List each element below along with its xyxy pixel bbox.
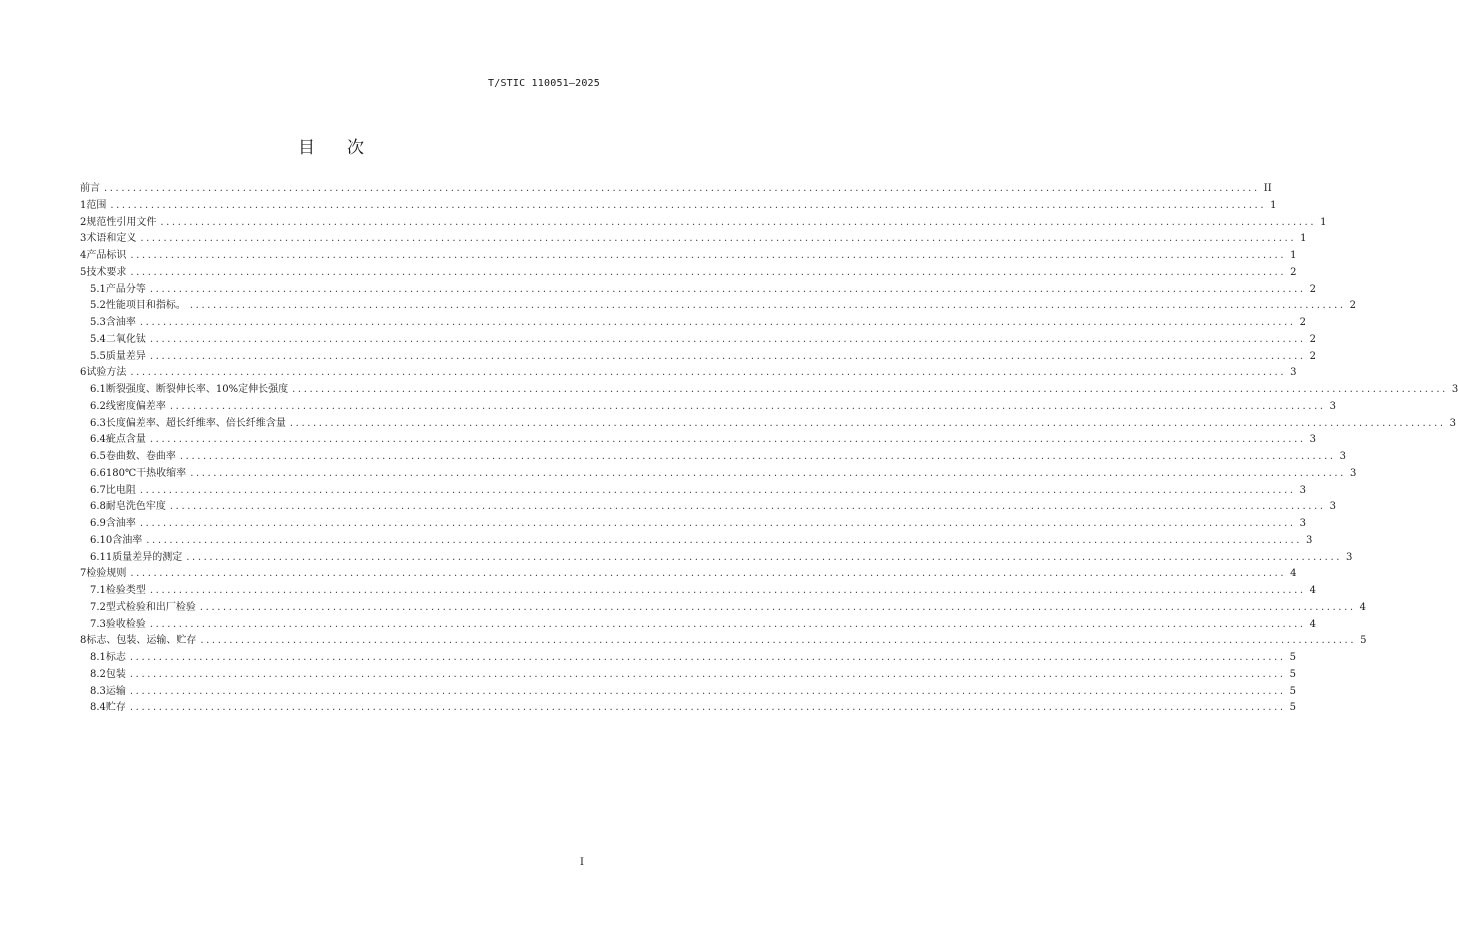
toc-entry-number: 8.1 xyxy=(90,652,106,663)
toc-leader-dots: ........................................................................................................................................................................................................ xyxy=(129,702,1286,714)
toc-entry-page: 5 xyxy=(1289,702,1297,714)
toc-leader-dots: ........................................................................................................................................................................................................ xyxy=(179,451,1336,462)
toc-entry-page: 2 xyxy=(1309,283,1317,295)
toc-entry-page: 1 xyxy=(1300,233,1307,245)
toc-entry-number: 6.8 xyxy=(90,501,106,513)
toc-entry-page: 3 xyxy=(1346,551,1353,563)
document-code: T/STIC 110051—2025 xyxy=(488,78,600,89)
toc-entry-page: 2 xyxy=(1309,350,1317,362)
toc-leader-dots: ........................................................................................................................................................................................................ xyxy=(130,367,1287,379)
toc-entry-number: 6 xyxy=(80,367,87,379)
toc-entry-number: 7.2 xyxy=(90,601,106,613)
toc-entry-number: 5.2 xyxy=(90,300,106,312)
toc-entry-label: 标志 xyxy=(105,652,126,663)
toc-entry-page: 5 xyxy=(1360,635,1367,647)
toc-entry[interactable] xyxy=(90,298,1357,314)
toc-entry[interactable] xyxy=(80,633,1367,649)
toc-entry-label: 产品分等 xyxy=(105,283,146,295)
toc-entry-label: 质量差异的测定 xyxy=(112,551,183,563)
toc-leader-dots: ........................................................................................................................................................................................................ xyxy=(129,668,1286,680)
toc-entry-label: 产品标识 xyxy=(86,250,127,261)
toc-entry-label: 前言 xyxy=(80,183,100,194)
toc-leader-dots: ........................................................................................................................................................................................................ xyxy=(110,199,1267,211)
toc-leader-dots: ........................................................................................................................................................................................................ xyxy=(104,183,1260,194)
toc-entry-label: 术语和定义 xyxy=(86,233,137,245)
toc-entry[interactable] xyxy=(90,382,1458,398)
toc-entry[interactable] xyxy=(90,282,1317,298)
toc-leader-dots: ........................................................................................................................................................................................................ xyxy=(289,417,1446,429)
toc-entry-page: 4 xyxy=(1359,601,1367,613)
toc-entry-page: 2 xyxy=(1349,300,1357,312)
toc-leader-dots: ........................................................................................................................................................................................................ xyxy=(149,585,1306,596)
toc-entry-label: 检验规则 xyxy=(86,568,127,580)
toc-entry-number: 8.4 xyxy=(90,702,106,714)
toc-entry-number: 5.1 xyxy=(90,283,106,295)
toc-entry[interactable] xyxy=(90,416,1457,432)
toc-leader-dots: ........................................................................................................................................................................................................ xyxy=(139,518,1296,529)
toc-entry-label: 疵点含量 xyxy=(105,434,146,446)
toc-entry-page: 1 xyxy=(1270,199,1277,211)
toc-entry[interactable] xyxy=(80,181,1272,197)
toc-leader-dots: ........................................................................................................................................................................................................ xyxy=(186,551,1343,563)
toc-entry-number: 7.3 xyxy=(90,618,106,630)
toc-entry-number: 7.1 xyxy=(90,585,106,596)
toc-entry-label: 标志、包装、运输、贮存 xyxy=(86,635,197,647)
title-right-char: 次 xyxy=(347,138,364,158)
toc-leader-dots: ........................................................................................................................................................................................................ xyxy=(169,400,1326,412)
toc-entry[interactable] xyxy=(90,583,1317,599)
toc-entry[interactable] xyxy=(80,566,1297,582)
toc-entry-label: 检验类型 xyxy=(105,585,146,596)
toc-entry-page: 2 xyxy=(1299,317,1307,328)
toc-entry-page: 2 xyxy=(1290,266,1297,278)
toc-entry-number: 6.10 xyxy=(90,534,113,546)
toc-entry-page: 3 xyxy=(1349,467,1357,479)
toc-entry[interactable] xyxy=(80,198,1277,214)
toc-entry[interactable] xyxy=(90,432,1317,448)
toc-entry-page: 3 xyxy=(1309,434,1317,446)
toc-leader-dots: ........................................................................................................................................................................................................ xyxy=(129,685,1286,697)
toc-entry-number: 6.3 xyxy=(90,417,106,429)
toc-leader-dots: ........................................................................................................................................................................................................ xyxy=(140,233,1297,245)
page-number: I xyxy=(580,857,584,868)
toc-entry-number: 2 xyxy=(80,216,87,228)
toc-entry-page: 5 xyxy=(1289,685,1297,697)
toc-entry-page: 3 xyxy=(1329,501,1337,513)
toc-leader-dots: ........................................................................................................................................................................................................ xyxy=(129,652,1286,663)
toc-leader-dots: ........................................................................................................................................................................................................ xyxy=(139,317,1296,328)
toc-leader-dots: ........................................................................................................................................................................................................ xyxy=(149,434,1306,446)
toc-entry[interactable] xyxy=(90,315,1307,331)
toc-entry-page: 4 xyxy=(1309,618,1317,630)
toc-entry[interactable] xyxy=(90,483,1307,499)
toc-entry-number: 6.2 xyxy=(90,400,106,412)
toc-entry-label: 范围 xyxy=(86,199,107,211)
toc-leader-dots: ........................................................................................................................................................................................................ xyxy=(149,350,1306,362)
toc-entry-number: 6.11 xyxy=(90,551,113,563)
toc-entry-number: 1 xyxy=(80,199,87,211)
toc-leader-dots: ........................................................................................................................................................................................................ xyxy=(200,635,1357,647)
toc-entry-number: 8.2 xyxy=(90,668,106,680)
toc-leader-dots: ........................................................................................................................................................................................................ xyxy=(160,216,1317,228)
toc-entry-page: 3 xyxy=(1449,417,1457,429)
toc-leader-dots: ........................................................................................................................................................................................................ xyxy=(130,568,1287,580)
toc-entry-label: 技术要求 xyxy=(86,266,127,278)
toc-entry[interactable] xyxy=(80,265,1297,281)
toc-leader-dots: ........................................................................................................................................................................................................ xyxy=(169,501,1326,513)
toc-entry[interactable] xyxy=(90,499,1337,515)
toc-leader-dots: ........................................................................................................................................................................................................ xyxy=(149,283,1306,295)
toc-entry-label: 运输 xyxy=(105,685,126,697)
toc-entry[interactable] xyxy=(80,231,1307,247)
toc-entry-page: 3 xyxy=(1339,451,1347,462)
toc-entry[interactable] xyxy=(90,667,1297,683)
toc-entry[interactable] xyxy=(90,600,1367,616)
toc-entry-page: 5 xyxy=(1289,652,1297,663)
toc-entry-number: 5.4 xyxy=(90,333,106,345)
toc-entry-label: 二氧化钛 xyxy=(105,333,146,345)
toc-entry-page: II xyxy=(1263,183,1272,194)
toc-leader-dots: ........................................................................................................................................................................................................ xyxy=(190,467,1346,479)
toc-entry[interactable] xyxy=(90,449,1347,465)
toc-entry-label: 质量差异 xyxy=(105,350,146,362)
toc-entry[interactable] xyxy=(90,332,1317,348)
toc-entry-number: 5 xyxy=(80,266,87,278)
toc-entry-label: 含油率 xyxy=(105,518,136,529)
toc-entry-number: 4 xyxy=(80,250,87,261)
toc-entry-page: 3 xyxy=(1451,384,1458,395)
toc-entry-label: 型式检验和出厂检验 xyxy=(105,601,196,613)
toc-leader-dots: ........................................................................................................................................................................................................ xyxy=(199,601,1356,613)
toc-leader-dots: ........................................................................................................................................................................................................ xyxy=(146,534,1303,546)
toc-entry[interactable] xyxy=(90,700,1297,716)
toc-entry-number: 5.3 xyxy=(90,317,106,328)
toc-entry-label: 180℃干热收缩率 xyxy=(105,467,187,479)
toc-entry-page: 1 xyxy=(1290,250,1297,261)
toc-entry-label: 验收检验 xyxy=(105,618,146,630)
toc-leader-dots: ........................................................................................................................................................................................................ xyxy=(189,300,1346,312)
toc-entry-page: 3 xyxy=(1299,518,1307,529)
toc-entry-number: 6.7 xyxy=(90,484,106,496)
toc-entry-page: 1 xyxy=(1320,216,1327,228)
toc-entry-number: 8.3 xyxy=(90,685,106,697)
toc-entry[interactable] xyxy=(90,516,1307,532)
title-left-char: 目 xyxy=(298,138,315,158)
toc-entry[interactable] xyxy=(90,466,1357,482)
toc-leader-dots: ........................................................................................................................................................................................................ xyxy=(149,618,1306,630)
toc-entry-page: 3 xyxy=(1329,400,1337,412)
page-title xyxy=(0,133,662,158)
toc-entry-label: 含油率 xyxy=(112,534,143,546)
toc-entry-number: 6.6 xyxy=(90,467,106,479)
toc-entry-page: 3 xyxy=(1299,484,1307,496)
toc-entry[interactable] xyxy=(90,617,1317,633)
toc-entry[interactable] xyxy=(80,365,1297,381)
toc-entry-number: 8 xyxy=(80,635,87,647)
toc-entry[interactable] xyxy=(90,650,1297,666)
toc-entry-label: 断裂强度、断裂伸长率、10%定伸长强度 xyxy=(105,384,289,395)
toc-entry-number: 6.5 xyxy=(90,451,106,462)
toc-leader-dots: ........................................................................................................................................................................................................ xyxy=(149,333,1306,345)
toc-entry-number: 5.5 xyxy=(90,350,106,362)
toc-entry[interactable] xyxy=(90,533,1313,549)
toc-entry[interactable] xyxy=(80,248,1297,264)
toc-entry[interactable] xyxy=(90,399,1337,415)
toc-entry[interactable] xyxy=(90,349,1317,365)
toc-leader-dots: ........................................................................................................................................................................................................ xyxy=(130,266,1287,278)
toc-entry-label: 贮存 xyxy=(105,702,126,714)
toc-entry[interactable] xyxy=(90,684,1297,700)
toc-entry-number: 6.9 xyxy=(90,518,106,529)
toc-entry-page: 3 xyxy=(1306,534,1313,546)
toc-entry-label: 耐皂洗色牢度 xyxy=(105,501,166,513)
toc-entry-label: 长度偏差率、超长纤维率、倍长纤维含量 xyxy=(105,417,286,429)
toc-entry[interactable] xyxy=(80,215,1327,231)
toc-entry-label: 试验方法 xyxy=(86,367,127,379)
toc-leader-dots: ........................................................................................................................................................................................................ xyxy=(292,384,1448,395)
toc-entry-page: 5 xyxy=(1289,668,1297,680)
toc-entry-page: 3 xyxy=(1290,367,1297,379)
toc-entry-label: 卷曲数、卷曲率 xyxy=(105,451,176,462)
toc-entry-page: 2 xyxy=(1309,333,1317,345)
toc-entry-label: 含油率 xyxy=(105,317,136,328)
toc-entry-number: 6.1 xyxy=(90,384,106,395)
toc-entry-page: 4 xyxy=(1290,568,1297,580)
toc-entry-label: 线密度偏差率 xyxy=(105,400,166,412)
toc-leader-dots: ........................................................................................................................................................................................................ xyxy=(130,250,1287,261)
toc-entry-label: 包装 xyxy=(105,668,126,680)
toc-entry-label: 比电阻 xyxy=(105,484,136,496)
toc-entry[interactable] xyxy=(90,550,1353,566)
toc-entry-number: 6.4 xyxy=(90,434,106,446)
toc-entry-label: 规范性引用文件 xyxy=(86,216,157,228)
toc-entry-number: 7 xyxy=(80,568,87,580)
toc-leader-dots: ........................................................................................................................................................................................................ xyxy=(139,484,1296,496)
toc-entry-label: 性能项目和指标。 xyxy=(105,300,186,312)
toc-entry-number: 3 xyxy=(80,233,87,245)
toc-entry-page: 4 xyxy=(1309,585,1317,596)
